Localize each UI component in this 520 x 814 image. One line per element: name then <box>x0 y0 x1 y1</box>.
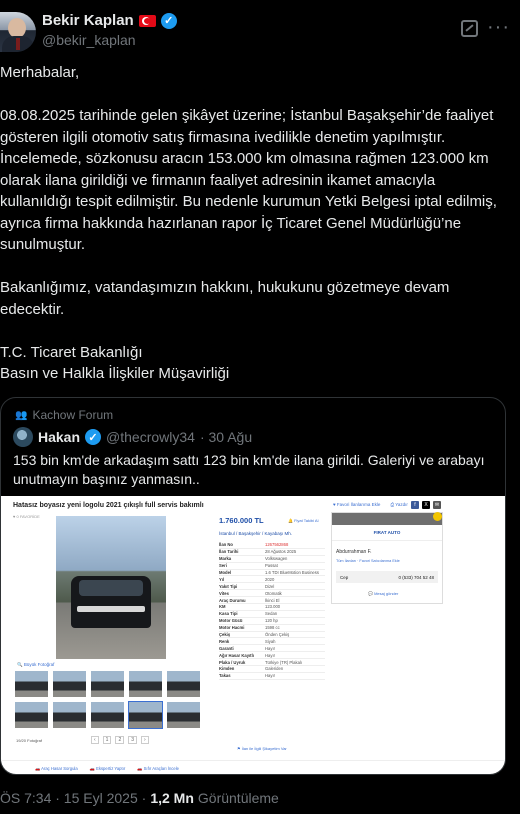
more-options-icon[interactable]: ··· <box>487 16 510 38</box>
quote-user-row <box>13 427 252 447</box>
report-link: ⚑ İlan ile İlgili Şikayetim Var <box>237 746 287 751</box>
spec-key: Yakıt Tipi <box>219 583 238 589</box>
spec-value: 123.000 <box>265 604 281 610</box>
facebook-icon: f <box>411 501 419 509</box>
spec-value: Dizel <box>265 583 275 589</box>
spec-key: Kimden <box>219 666 235 672</box>
spec-key: KM <box>219 604 226 610</box>
spec-value: Önden Çekiş <box>265 632 290 638</box>
listing-price: 1.760.000 TL <box>219 516 264 525</box>
spec-row <box>219 659 325 666</box>
spec-value: 1267562868 <box>265 542 289 548</box>
spec-value: Volkswagen <box>265 556 288 562</box>
seller-name: Abdurrahman F. <box>336 549 372 555</box>
footer-link: 🚗 Sıfır Araçları İncele <box>137 765 179 771</box>
verified-badge-icon: ✓ <box>161 13 177 29</box>
spec-value: 120 hp <box>265 618 278 624</box>
pager-item: 3 <box>128 736 137 744</box>
thumbnail-grid <box>15 671 200 728</box>
spec-value: İkinci El <box>265 597 280 603</box>
spec-value: 2020 <box>265 576 275 582</box>
spec-key: Plaka / Uyruk <box>219 659 246 665</box>
turkey-flag-icon <box>139 15 156 27</box>
tweet-text <box>0 62 510 385</box>
spec-row <box>219 625 325 632</box>
spec-row <box>219 618 325 625</box>
spec-row <box>219 673 325 680</box>
spec-value: Siyah <box>265 638 276 644</box>
pager-item: 2 <box>115 736 124 744</box>
thumbnail <box>167 702 200 728</box>
spec-row <box>219 645 325 652</box>
spec-value: Passat <box>265 563 278 569</box>
community-context[interactable] <box>15 408 113 422</box>
quote-date[interactable]: · 30 Ağu <box>199 429 253 445</box>
car-photo <box>56 516 166 659</box>
author-name-row <box>42 12 177 29</box>
price-alert-link: 🔔 Fiyat Takibi Al <box>288 518 319 523</box>
spec-row <box>219 666 325 673</box>
spec-table <box>219 542 325 680</box>
pager-item: 1 <box>103 736 112 744</box>
spec-value: Otomatik <box>265 590 282 596</box>
share-buttons <box>411 501 441 509</box>
pager-item: ‹ <box>91 736 99 744</box>
footer-link: 🚗 Araç Hasar Sorgula <box>35 765 78 771</box>
view-label: Görüntüleme <box>197 790 279 806</box>
spec-key: Marka <box>219 556 232 562</box>
listing-footer <box>1 760 506 775</box>
spec-row <box>219 590 325 597</box>
spec-row <box>219 542 325 549</box>
tweet-timestamp[interactable]: ÖS 7:34 · 15 Eyl 2025 · <box>0 790 147 806</box>
quote-handle[interactable]: @thecrowly34 <box>106 429 195 445</box>
listing-title: Hatasız boyasız yeni logolu 2021 çıkışlı full servis bakımlı <box>13 502 204 509</box>
spec-key: Yıl <box>219 576 225 582</box>
spec-row <box>219 563 325 570</box>
message-link: 💬 Mesaj gönder <box>368 591 399 596</box>
spec-key: Vites <box>219 590 229 596</box>
verified-badge-icon: ✓ <box>85 429 101 445</box>
spec-value: Sedan <box>265 611 278 617</box>
thumbnail <box>15 671 48 697</box>
spec-row <box>219 604 325 611</box>
spec-key: Motor Hacmi <box>219 625 245 631</box>
spec-key: Motor Gücü <box>219 618 243 624</box>
print-link: ⎙ Yazdır <box>390 502 408 507</box>
spec-key: Çekiş <box>219 632 231 638</box>
phone-label: Cep <box>340 574 349 580</box>
favorite-count: ♥ 0 FAVORİDE <box>13 514 40 519</box>
thumbnail-pager <box>91 736 149 744</box>
spec-key: İlan Tarihi <box>219 549 239 555</box>
spec-key: İlan No <box>219 542 233 548</box>
thumbnail <box>129 671 162 697</box>
quote-avatar[interactable] <box>13 427 33 447</box>
tweet-paragraph: T.C. Ticaret Bakanlığı <box>0 343 143 361</box>
quoted-tweet[interactable] <box>0 397 506 775</box>
spec-row <box>219 638 325 645</box>
spec-key: Kasa Tipi <box>219 611 238 617</box>
enlarge-photo-link: 🔍 Büyük Fotoğraf <box>17 662 55 667</box>
seller-links: Tüm İlanları · Favori Satıcılarıma Ekle <box>336 559 400 563</box>
tweet-paragraph: 08.08.2025 tarihinde gelen şikâyet üzerine; İstanbul Başakşehir’de faaliyet gösteren ilgili otomotiv satış firmasına ivedilikle denetim yapılmıştır. İncelemede, sözkonusu aracın 153.000 km olmasına rağmen 123.000 km olarak ilana girildiği ve firmanın faaliyet adresinin ikamet amacıyla kullanıldığı tespit edilmiştir. Bu nedenle kurumun Yetki Belgesi iptal edilmiş, ayrıca firma hakkında hazırlanan rapor İç Ticaret Genel Müdürlüğü’ne sunulmuştur. <box>0 107 497 253</box>
spec-key: Seri <box>219 563 227 569</box>
spec-key: Ağır Hasar Kayıtlı <box>219 652 254 658</box>
spec-row <box>219 570 325 577</box>
grok-icon[interactable] <box>461 20 478 37</box>
location-breadcrumb: İstanbul / Başakşehir / Kayabaşı Mh. <box>219 531 293 536</box>
spec-value: 1.6 TDI BlueMotion Business <box>265 570 319 575</box>
photo-count: 19/20 Fotoğraf <box>16 738 43 743</box>
spec-key: Garanti <box>219 645 234 651</box>
spec-value: Hayır <box>265 673 276 679</box>
spec-key: Araç Durumu <box>219 597 246 603</box>
tweet-meta <box>0 790 279 806</box>
thumbnail <box>53 671 86 697</box>
seller-box <box>331 512 443 604</box>
spec-key: Model <box>219 570 232 575</box>
spec-row <box>219 583 325 590</box>
phone-number: 0 (533) 704 52 48 <box>398 574 434 580</box>
highlight-dot-icon <box>433 512 442 521</box>
author-display-name[interactable]: Bekir Kaplan <box>42 12 134 29</box>
author-avatar[interactable] <box>0 12 36 52</box>
spec-key: Takas <box>219 673 231 679</box>
seller-phone <box>336 571 438 583</box>
thumbnail <box>167 671 200 697</box>
listing-top-links <box>333 502 408 507</box>
tweet-header <box>0 8 520 52</box>
seller-banner: FIRAT AUTO <box>332 525 442 541</box>
pager-item: › <box>141 736 149 744</box>
spec-value: Türkiye (TR) Plakalı <box>265 659 302 665</box>
tweet-paragraph: Merhabalar, <box>0 64 80 81</box>
thumbnail <box>91 702 124 728</box>
spec-value: Hayır <box>265 645 276 651</box>
community-name: Kachow Forum <box>32 408 114 422</box>
spec-row <box>219 611 325 618</box>
thumbnail <box>91 671 124 697</box>
spec-row <box>219 549 325 556</box>
mail-icon: ✉ <box>434 502 440 508</box>
quote-text: 153 bin km'de arkadaşım sattı 123 bin km'de ilana girildi. Galeriyi ve arabayı unutmayın başınız yanmasın.. <box>13 452 485 487</box>
view-count: 1,2 Mn <box>150 790 194 806</box>
spec-row <box>219 632 325 639</box>
thumbnail-selected <box>129 702 162 728</box>
listing-screenshot[interactable] <box>1 496 506 775</box>
footer-link: 🚗 Ekspertiz Yaptır <box>89 765 126 771</box>
x-icon: X <box>422 501 430 509</box>
spec-row <box>219 597 325 604</box>
spec-value: 1598 cc <box>265 625 280 631</box>
community-icon: 👥 <box>15 409 28 421</box>
spec-row <box>219 556 325 563</box>
author-handle[interactable]: @bekir_kaplan <box>42 32 136 48</box>
quote-display-name[interactable]: Hakan <box>38 429 81 445</box>
spec-value: Hayır <box>265 652 276 658</box>
spec-row <box>219 576 325 583</box>
tweet-paragraph: Bakanlığımız, vatandaşımızın hakkını, hukukunu gözetmeye devam edecektir. <box>0 279 450 318</box>
favorite-link: ♥ Favori İlanlarıma Ekle <box>333 502 381 507</box>
thumbnail <box>53 702 86 728</box>
spec-value: 28 Ağustos 2025 <box>265 549 297 555</box>
seller-header-bar <box>332 513 442 525</box>
thumbnail <box>15 702 48 728</box>
tweet-paragraph: Basın ve Halkla İlişkiler Müşavirliği <box>0 365 230 382</box>
spec-value: Galeriden <box>265 666 284 672</box>
spec-row <box>219 652 325 659</box>
spec-key: Renk <box>219 638 230 644</box>
